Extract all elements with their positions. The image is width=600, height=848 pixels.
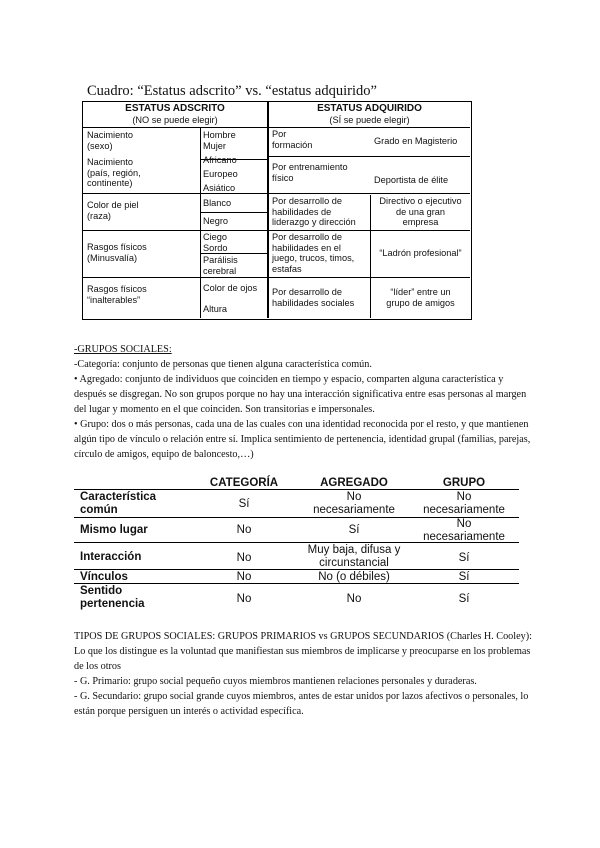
table-line	[83, 193, 470, 194]
tipos-intro: TIPOS DE GRUPOS SOCIALES: GRUPOS PRIMARIOS vs GRUPOS SECUNDARIOS (Charles H. Cooley): Lo que los distingue es la voluntad que manifiestan sus miembros de implicarse y preocuparse en los problemas de los otros	[74, 631, 532, 672]
grupos-heading: -GRUPOS SOCIALES:	[74, 344, 172, 355]
value-hombre: Hombre	[203, 130, 236, 140]
adscrito-color-piel: Color de piel (raza)	[87, 200, 139, 221]
adscrito-nacimiento-pais: Nacimiento (país, región, continente)	[87, 157, 141, 188]
table-line	[83, 230, 470, 231]
table-divider	[267, 102, 269, 318]
adquirido-sociales: Por desarrollo de habilidades sociales	[272, 287, 355, 308]
table-cell: No	[236, 524, 252, 536]
table-line	[268, 156, 470, 157]
row-label-interaccion: Interacción	[80, 551, 142, 563]
tipos-primario: - G. Primario: grupo social pequeño cuyos miembros mantienen relaciones personales y duraderas.	[74, 676, 477, 687]
value-asiatico: Asiático	[203, 183, 236, 193]
adquirido-directivo: Directivo o ejecutivo de una gran empresa	[379, 196, 462, 227]
adquirido-header: ESTATUS ADQUIRIDO	[317, 103, 422, 114]
row-label-caracteristica: Característica común	[80, 491, 157, 516]
row-label-pertenencia: Sentido pertenencia	[80, 585, 145, 610]
adquirido-formacion: Por formación	[272, 129, 313, 150]
adquirido-liderazgo: Por desarrollo de habilidades de liderazgo y dirección	[272, 196, 356, 227]
value-paralisis: Parálisis cerebral	[203, 255, 238, 276]
adscrito-header: ESTATUS ADSCRITO	[125, 103, 225, 114]
value-ciego: Ciego	[203, 232, 228, 242]
table-cell: Sí	[458, 552, 470, 564]
table-cell: Sí	[458, 571, 470, 583]
table-cell: Sí	[238, 498, 250, 510]
status-table	[82, 101, 472, 320]
adquirido-entrenamiento: Por entrenamiento físico	[272, 162, 348, 183]
adquirido-grado: Grado en Magisterio	[374, 136, 458, 146]
table-cell: No necesariamente	[313, 491, 395, 516]
value-color-ojos: Color de ojos	[203, 283, 258, 293]
table-cell: Muy baja, difusa y circunstancial	[307, 544, 401, 569]
value-altura: Altura	[203, 304, 228, 314]
adscrito-rasgos-inalterables: Rasgos físicos “inalterables”	[87, 284, 147, 305]
adquirido-juego: Por desarrollo de habilidades en el juego, trucos, timos, estafas	[272, 232, 355, 274]
tipos-secundario: - G. Secundario: grupo social grande cuyos miembros, antes de estar unidos por lazos afectivos o personales, lo están porque persiguen un interés o actividad específica.	[74, 691, 529, 717]
page-title: Cuadro: “Estatus adscrito” vs. “estatus adquirido”	[87, 83, 377, 99]
adscrito-rasgos-minusvalia: Rasgos físicos (Minusvalía)	[87, 242, 147, 263]
adquirido-ladron: “Ladrón profesional”	[379, 248, 462, 258]
adquirido-lider: “líder” entre un grupo de amigos	[386, 287, 455, 308]
value-blanco: Blanco	[203, 198, 232, 208]
table-cell: No	[236, 552, 252, 564]
table-line	[200, 128, 201, 318]
row-label-mismo-lugar: Mismo lugar	[80, 524, 148, 536]
table-cell: No necesariamente	[423, 491, 505, 516]
adscrito-subheader: (NO se puede elegir)	[132, 115, 218, 125]
table-cell: Sí	[348, 524, 360, 536]
table-cell: No	[236, 571, 252, 583]
value-negro: Negro	[203, 216, 229, 226]
definition-agregado: • Agregado: conjunto de individuos que coinciden en tiempo y espacio, comparten alguna característica y después se disgregan. No son grupos porque no hay una interacción significativa entre esas personas al margen del lugar y momento en el que coinciden. Son transitorias e impersonales.	[74, 374, 527, 415]
table-cell: No (o débiles)	[318, 571, 390, 583]
table-cell: No	[236, 593, 252, 605]
adquirido-deportista: Deportista de élite	[374, 175, 449, 185]
table-cell: Sí	[458, 593, 470, 605]
table-line	[83, 277, 470, 278]
table-cell: No necesariamente	[423, 518, 505, 543]
value-mujer: Mujer	[203, 141, 226, 151]
row-label-vinculos: Vínculos	[80, 571, 128, 583]
table-line	[83, 127, 470, 128]
table-line	[74, 569, 519, 570]
table-cell: No	[346, 593, 362, 605]
header-categoria: CATEGORÍA	[209, 477, 279, 489]
definition-grupo: • Grupo: dos o más personas, cada una de las cuales con una identidad reconocida por el resto, y que mantienen algún tipo de vínculo o relación entre sí. Implica sentimiento de pertenencia, identidad grupal (familias, parejas, círculo de amigos, equipo de baloncesto,…)	[74, 419, 531, 460]
value-europeo: Europeo	[203, 169, 238, 179]
tipos-section	[74, 629, 534, 719]
value-africano: Africano	[203, 155, 237, 165]
definition-categoria: -Categoría: conjunto de personas que tienen alguna característica común.	[74, 359, 372, 370]
header-agregado: AGREGADO	[320, 477, 388, 489]
adquirido-subheader: (SÍ se puede elegir)	[329, 115, 410, 125]
value-sordo: Sordo	[203, 243, 228, 253]
table-line	[200, 212, 268, 213]
comparison-table	[74, 477, 519, 612]
adscrito-nacimiento-sexo: Nacimiento (sexo)	[87, 130, 133, 151]
grupos-section	[74, 342, 534, 462]
header-grupo: GRUPO	[442, 477, 486, 489]
